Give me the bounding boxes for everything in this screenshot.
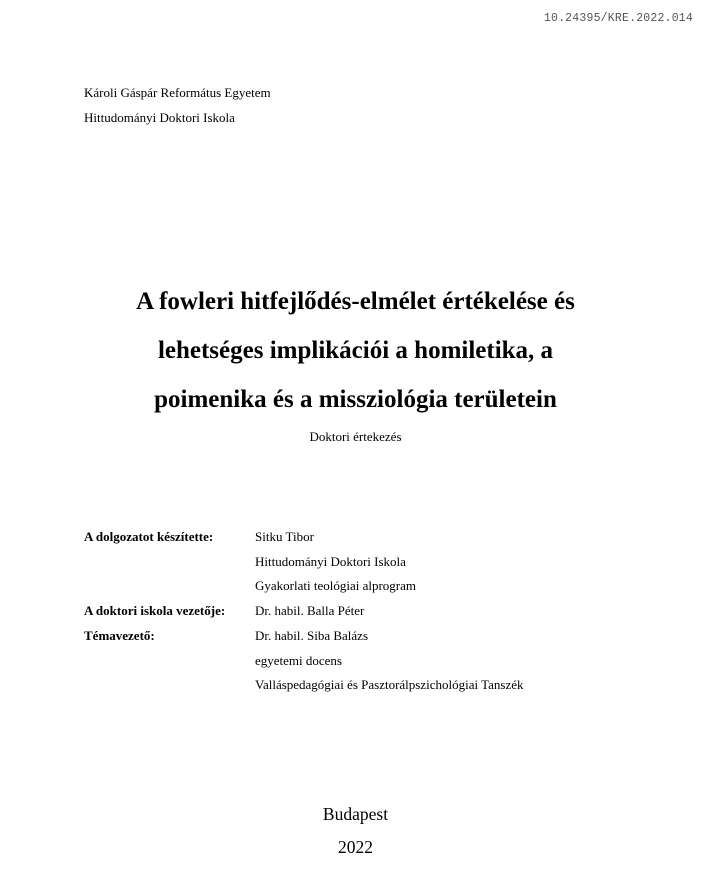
institution-block bbox=[84, 80, 271, 130]
info-value: Hittudományi Doktori Iskola bbox=[255, 553, 406, 569]
author-info-table bbox=[84, 525, 524, 698]
thesis-title-line: lehetséges implikációi a homiletika, a bbox=[157, 337, 554, 364]
info-row bbox=[84, 550, 524, 575]
info-label bbox=[84, 550, 255, 575]
thesis-title-line: A fowleri hitfejlődés-elmélet értékelése és bbox=[136, 288, 575, 315]
info-row bbox=[84, 673, 524, 698]
info-value: Sitku Tibor bbox=[255, 529, 314, 544]
info-row bbox=[84, 574, 524, 599]
info-row bbox=[84, 624, 524, 649]
info-row bbox=[84, 525, 524, 550]
document-type: Doktori értekezés bbox=[309, 429, 402, 444]
info-row bbox=[84, 649, 524, 674]
info-value: egyetemi docens bbox=[255, 652, 342, 668]
thesis-title bbox=[0, 277, 711, 424]
footer-block bbox=[0, 798, 711, 864]
info-label: A dolgozatot készítette: bbox=[84, 529, 214, 544]
university-name: Károli Gáspár Református Egyetem bbox=[84, 85, 271, 100]
info-row bbox=[84, 599, 524, 624]
info-value: Valláspedagógiai és Pasztorálpszichológiai Tanszék bbox=[255, 677, 524, 693]
thesis-title-line: poimenika és a missziológia területein bbox=[154, 386, 557, 413]
footer-year: 2022 bbox=[338, 837, 373, 857]
info-label bbox=[84, 574, 255, 599]
info-label: A doktori iskola vezetője: bbox=[84, 603, 226, 619]
info-label bbox=[84, 673, 255, 698]
info-label bbox=[84, 649, 255, 674]
info-value: Dr. habil. Balla Péter bbox=[255, 603, 365, 619]
doctoral-school-name: Hittudományi Doktori Iskola bbox=[84, 110, 235, 125]
doi-identifier: 10.24395/KRE.2022.014 bbox=[543, 12, 693, 25]
info-value: Dr. habil. Siba Balázs bbox=[255, 627, 369, 643]
info-value: Gyakorlati teológiai alprogram bbox=[255, 578, 417, 594]
info-label: Témavezető: bbox=[84, 627, 155, 643]
footer-city: Budapest bbox=[322, 804, 389, 824]
